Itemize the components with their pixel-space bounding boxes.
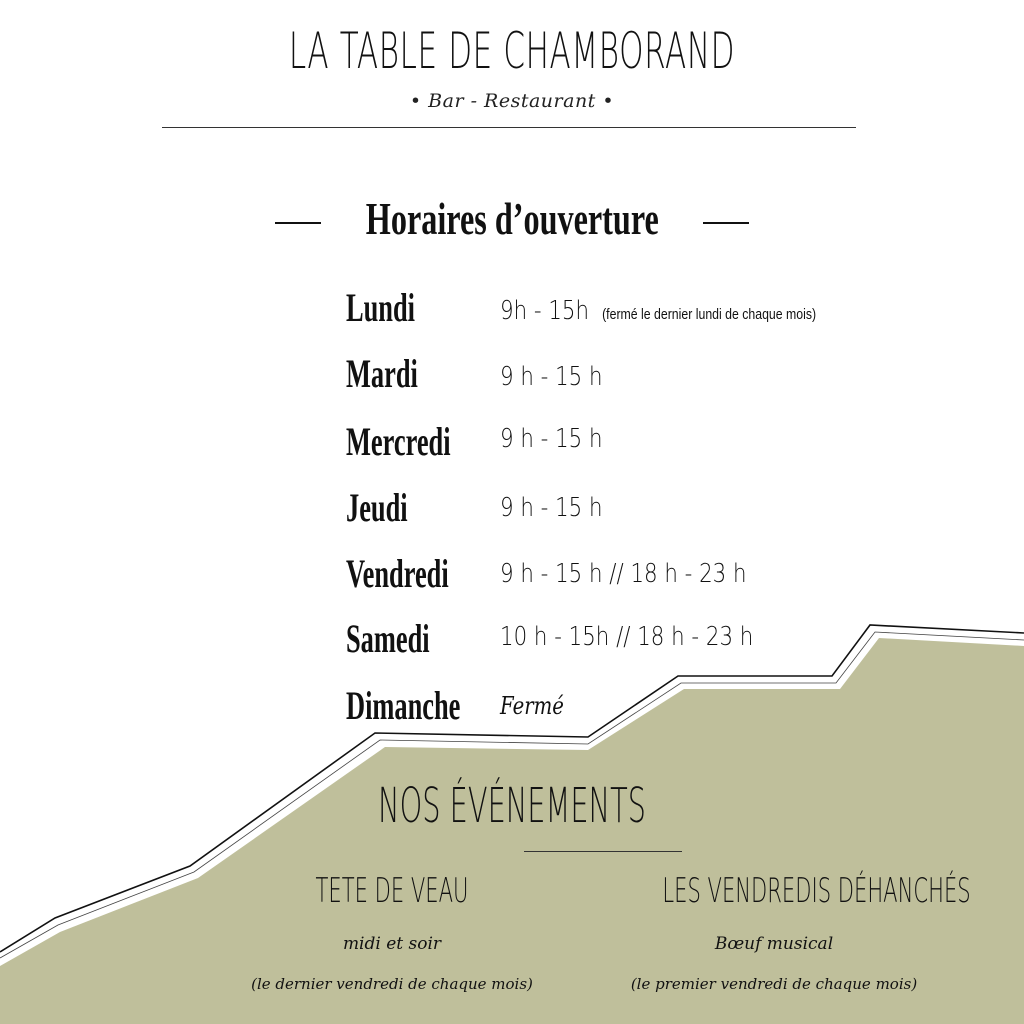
event-title-tete-de-veau: TETE DE VEAU [315, 871, 469, 911]
day-hours-dimanche: Fermé [500, 692, 564, 720]
events-heading: NOS ÉVÉNEMENTS [378, 778, 646, 834]
heading-dash-left [275, 222, 321, 224]
hours-value: 9h - 15h [500, 296, 589, 326]
day-hours-lundi [500, 296, 816, 326]
restaurant-subtitle: • Bar - Restaurant • [409, 90, 615, 112]
event-title-vendredis-dehanches: LES VENDREDIS DÉHANCHÉS [662, 871, 971, 911]
event-note-tete-de-veau: (le dernier vendredi de chaque mois) [251, 975, 533, 993]
day-label-vendredi: Vendredi [346, 551, 449, 596]
event-subtitle-tete-de-veau: midi et soir [342, 934, 442, 954]
day-label-samedi: Samedi [346, 616, 430, 661]
hours-heading: Horaires d’ouverture [365, 193, 659, 244]
heading-dash-right [703, 222, 749, 224]
event-note-vendredis-dehanches: (le premier vendredi de chaque mois) [630, 975, 918, 993]
day-label-mercredi: Mercredi [346, 419, 451, 464]
restaurant-name: LA TABLE DE CHAMBORAND [288, 22, 736, 80]
day-hours-mercredi: 9 h - 15 h [500, 424, 603, 454]
header-divider [162, 127, 856, 128]
day-label-mardi: Mardi [346, 351, 418, 396]
day-hours-jeudi: 9 h - 15 h [500, 493, 603, 523]
day-label-lundi: Lundi [346, 285, 415, 330]
hours-note: (fermé le dernier lundi de chaque mois) [602, 306, 817, 323]
events-divider [524, 851, 682, 852]
event-subtitle-vendredis-dehanches: Bœuf musical [714, 934, 834, 954]
day-hours-samedi: 10 h - 15h // 18 h - 23 h [500, 622, 754, 652]
hours-heading-row [0, 192, 1024, 245]
day-hours-vendredi: 9 h - 15 h // 18 h - 23 h [500, 559, 747, 589]
day-hours-mardi: 9 h - 15 h [500, 362, 603, 392]
day-label-jeudi: Jeudi [346, 485, 408, 530]
day-label-dimanche: Dimanche [346, 683, 461, 728]
